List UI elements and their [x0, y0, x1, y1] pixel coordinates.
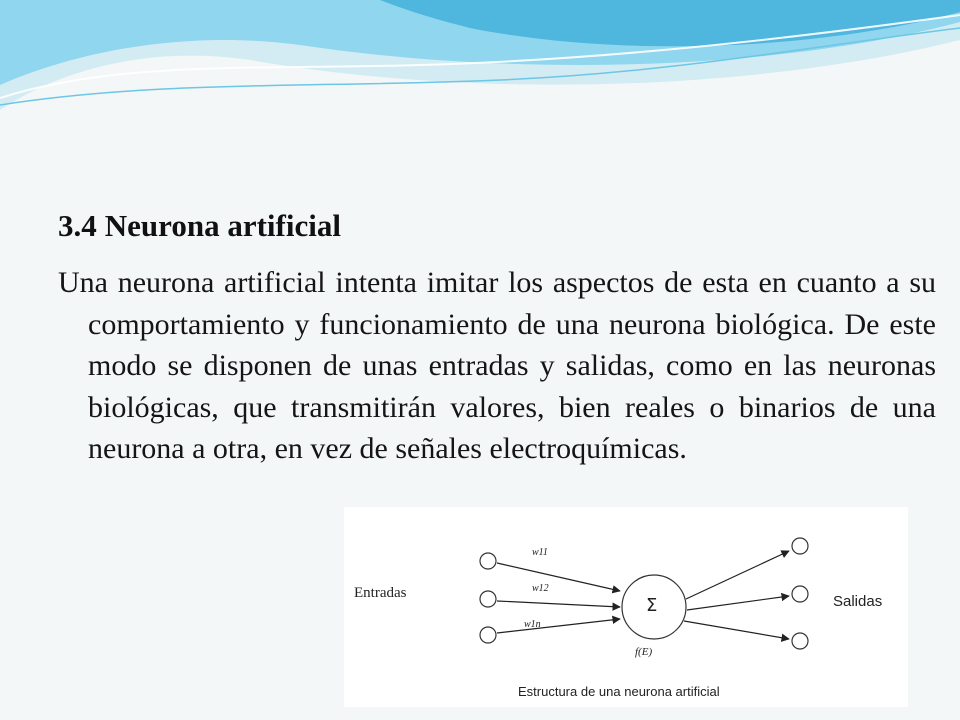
output-arrow: [684, 621, 789, 639]
input-arrow: [497, 619, 620, 633]
neuron-diagram: [344, 507, 908, 707]
neuron-diagram-graphic: [344, 507, 908, 707]
section-heading: Neurona artificial: [104, 208, 341, 243]
output-arrow: [686, 551, 789, 599]
output-node: [792, 633, 808, 649]
diagram-caption: Estructura de una neurona artificial: [518, 684, 720, 699]
sigma-symbol: Σ: [646, 595, 658, 616]
input-arrow: [497, 601, 620, 607]
header-wave-decoration: [0, 0, 960, 130]
weight-label: w11: [532, 547, 548, 558]
input-node: [480, 553, 496, 569]
outputs-label: Salidas: [833, 593, 883, 610]
input-node: [480, 591, 496, 607]
inputs-label: Entradas: [354, 585, 407, 601]
body-paragraph: Una neurona artificial intenta imitar los aspectos de esta en cuanto a su comportamiento y funcionamiento de una neurona biológica. De este modo se disponen de unas entradas y salidas, como en las neuronas biológicas, que transmitirán valores, bien reales o binarios de una neurona a otra, en vez de señales electroquímicas.: [58, 266, 936, 465]
section-number: 3.4: [58, 208, 97, 243]
input-arrow: [497, 563, 620, 591]
weight-label: w1n: [524, 619, 541, 630]
slide-title: [58, 208, 341, 244]
output-arrow: [687, 596, 789, 610]
input-node: [480, 627, 496, 643]
output-node: [792, 538, 808, 554]
output-node: [792, 586, 808, 602]
activation-label: f(E): [635, 646, 653, 658]
weight-label: w12: [532, 583, 549, 594]
